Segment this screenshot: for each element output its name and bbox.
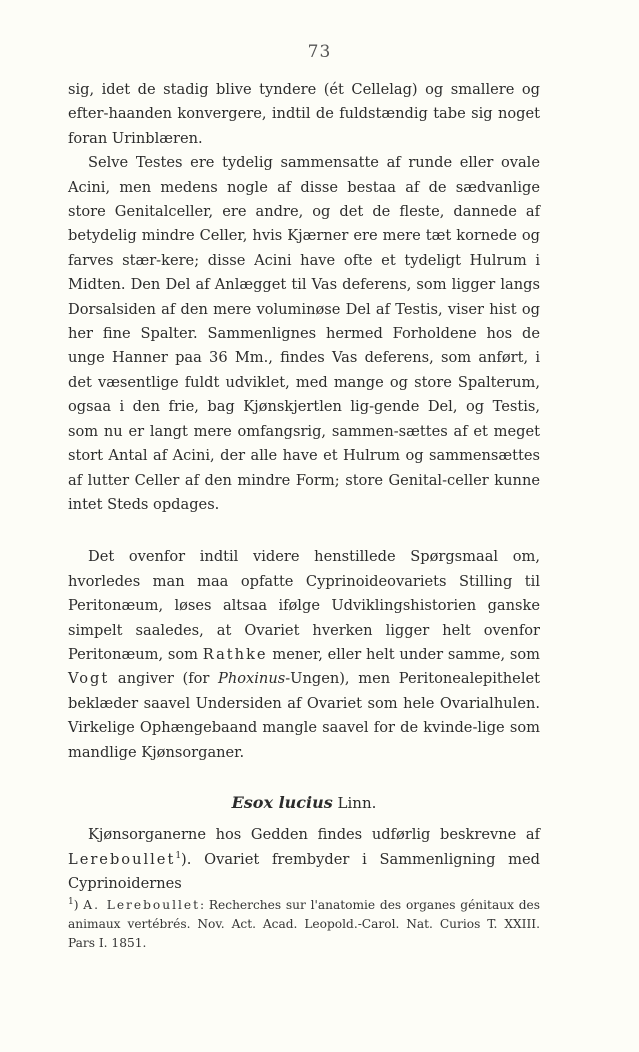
text-segment: ). Ovariet frembyder i Sammenligning med Cyprinoidernes [68,850,540,893]
footnote-entry: $^1$) A. Lereboullet: Recherches sur l'anatomie des organes génitaux des animaux vertébrés. Nov. Act. Acad. Leopold.-Carol. Nat. Curios T. XXIII. Pars I. 1851. [68,896,540,950]
paragraph-testes: Selve Testes ere tydelig sammensatte af runde eller ovale Acini, men medens nogle af disse bestaa af de sædvanlige store Genitalceller, ere andre, og det de fleste, dannede af betydelig mindre Celler, hvis Kjærner ere mere tæt kornede og farves stær-kere; disse Acini have ofte et tydeligt Hulrum i Midten. Den Del af Anlægget til Vas deferens, som ligger langs Dorsalsiden af den mere voluminøse Del af Testis, viser hist og her fine Spalter. Sammenlignes hermed Forholdene hos de unge Hanner paa 36 Mm., findes Vas deferens, som anført, i det væsentlige fuldt udviklet, med mange og store Spalterum, ogsaa i den frie, bag Kjønskjertlen lig-gende Del, og Testis, som nu er langt mere omfangsrig, sammen-sættes af et meget stort Antal af Acini, der alle have et Hulrum og sammensættes af lutter Celler af den mindre Form; store Genital-celler kunne intet Steds opdages. [68,154,540,513]
paragraph-continued: sig, idet de stadig blive tyndere (ét Cellelag) og smallere og efter-haanden konvergere, indtil de fuldstændig tabe sig noget foran Urinblæren. [68,81,540,147]
text-segment: Kjønsorganerne hos Gedden findes udførlig beskrevne af [88,826,540,844]
text-segment: mener, eller helt under samme, som [267,645,540,663]
paragraph-peritoneum [68,545,540,765]
paragraph-esox [68,823,540,896]
footnote-author: A. Lereboullet [83,898,200,912]
main-text [68,78,540,897]
author-name-lereboullet: Lereboullet [68,850,176,868]
text-segment: Det ovenfor indtil videre henstillede Spørgsmaal om, hvorledes man maa opfatte Cyprinoideovariets Stilling til Peritonæum, løses altsaa ifølge Udviklingshistorien ganske simpelt saaledes, at Ovariet hverken ligger helt ovenfor Peritonæum, som [68,548,540,663]
author-name-vogt: Vogt [68,670,110,688]
species-authority: Linn. [337,793,377,812]
page-number: 73 [307,42,332,62]
footnote-reference[interactable]: 1 [175,850,182,861]
species-name: Esox lucius [231,792,333,812]
footnote-citation: : Recherches sur l'anatomie des organes génitaux des animaux vertébrés. Nov. Act. Acad. Leopold.-Carol. Nat. Curios T. XXIII. Pars I. 1851. [68,898,540,950]
footnote-mark: 1 [68,896,74,907]
text-segment: -Ungen), men Peritonealepithelet beklæder saavel Undersiden af Ovariet som hele Ovarialhulen. Virkelige Ophængebaand mangle saavel for de kvinde-lige som mandlige Kjønsorganer. [68,670,540,761]
genus-name: Phoxinus [218,670,286,688]
species-heading [68,791,540,815]
footnote [68,896,540,953]
author-name-rathke: Rathke [202,645,268,663]
text-segment: angiver (for [109,670,219,688]
